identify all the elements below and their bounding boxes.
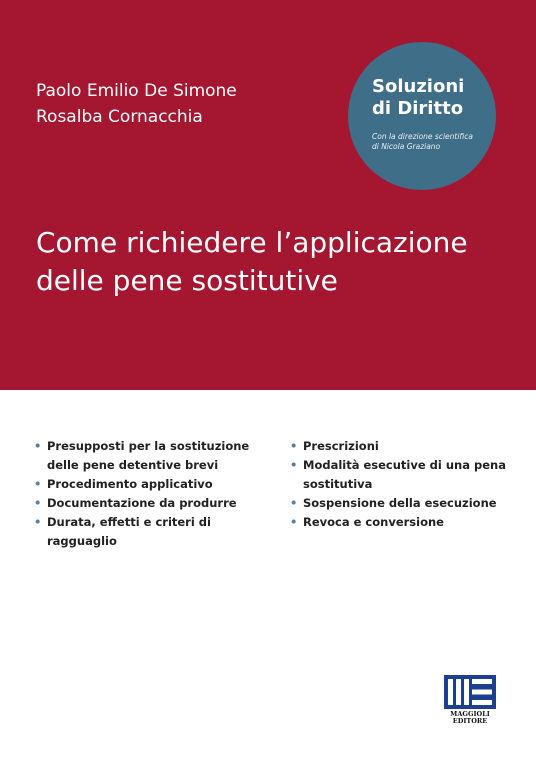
topic-item <box>34 494 274 513</box>
bullet-icon: • <box>34 515 42 529</box>
series-badge <box>348 42 496 190</box>
author-list <box>36 78 237 130</box>
author-name: Paolo Emilio De Simone <box>36 81 237 101</box>
topic-line: Presupposti per la sostituzione <box>47 439 250 453</box>
topics-right-column <box>290 437 520 532</box>
bullet-icon: • <box>290 458 298 472</box>
topic-line: Prescrizioni <box>303 439 379 453</box>
topic-item <box>34 513 274 551</box>
author-name: Rosalba Cornacchia <box>36 107 203 127</box>
topic-item <box>34 475 274 494</box>
publisher-name-line: MAGGIOLI <box>450 710 490 718</box>
topic-item <box>34 437 274 475</box>
topic-line: Durata, effetti e criteri di ragguaglio <box>47 515 211 548</box>
book-title-line: delle pene sostitutive <box>36 264 338 297</box>
series-direction-line: Con la direzione scientifica <box>372 132 474 141</box>
bullet-icon: • <box>290 439 298 453</box>
topic-item <box>290 456 520 494</box>
publisher-logo <box>444 675 496 725</box>
topic-line: Documentazione da produrre <box>47 496 237 510</box>
topic-line: Revoca e conversione <box>303 515 444 529</box>
book-title <box>36 224 468 300</box>
series-title-line: Soluzioni <box>372 76 465 97</box>
publisher-logo-mark-icon <box>444 675 496 709</box>
bullet-icon: • <box>290 515 298 529</box>
publisher-name <box>444 711 496 725</box>
series-title <box>372 76 464 120</box>
topic-item <box>290 437 520 456</box>
bullet-icon: • <box>34 439 42 453</box>
bullet-icon: • <box>34 496 42 510</box>
topics-left-column <box>34 437 274 551</box>
bullet-icon: • <box>34 477 42 491</box>
bullet-icon: • <box>290 496 298 510</box>
topic-line: Modalità esecutive di una pena <box>303 458 506 472</box>
series-title-line: di Diritto <box>372 98 464 119</box>
topic-line: Sospensione della esecuzione <box>303 496 497 510</box>
topic-item <box>290 513 520 532</box>
topic-item <box>290 494 520 513</box>
topic-line: delle pene detentive brevi <box>47 458 219 472</box>
series-direction <box>372 132 473 152</box>
book-title-line: Come richiedere l’applicazione <box>36 226 468 259</box>
topic-line: sostitutiva <box>303 477 373 491</box>
series-direction-line: di Nicola Graziano <box>372 142 441 151</box>
topic-line: Procedimento applicativo <box>47 477 213 491</box>
publisher-name-line: EDITORE <box>452 717 488 725</box>
